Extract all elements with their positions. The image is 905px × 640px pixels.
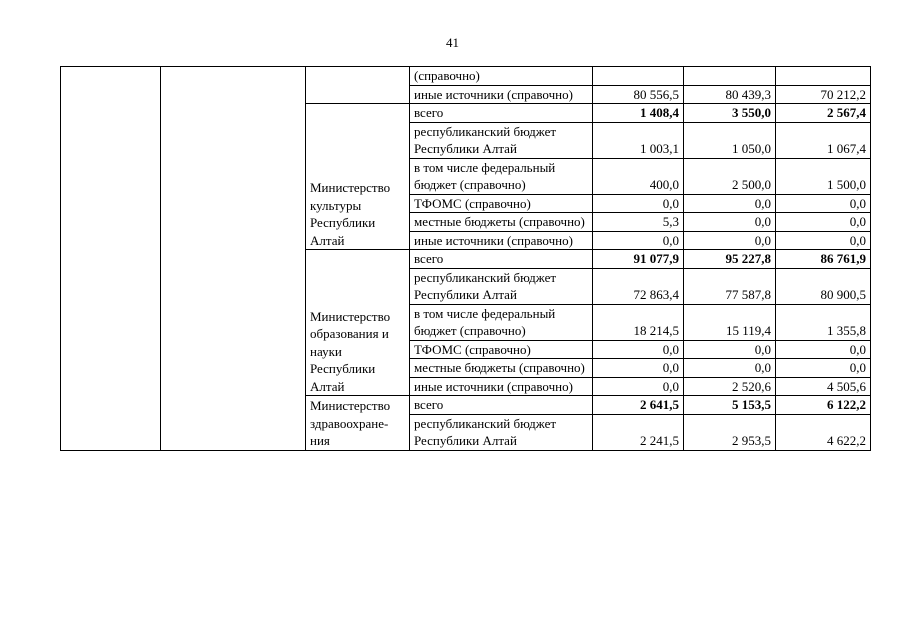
value-year-1: 80 556,5 bbox=[593, 85, 684, 104]
value-year-3 bbox=[776, 67, 871, 86]
value-year-1: 91 077,9 bbox=[593, 250, 684, 269]
value-year-3: 2 567,4 bbox=[776, 104, 871, 123]
ministry-cell: Министерство культуры Республики Алтай bbox=[306, 104, 410, 250]
funding-source: всего bbox=[410, 250, 593, 269]
page-number: 41 bbox=[446, 35, 459, 50]
funding-source: в том числе федеральный бюджет (справочно) bbox=[410, 304, 593, 340]
value-year-2: 2 520,6 bbox=[684, 377, 776, 396]
value-year-2 bbox=[684, 67, 776, 86]
funding-source: местные бюджеты (справочно) bbox=[410, 359, 593, 378]
value-year-3: 0,0 bbox=[776, 231, 871, 250]
value-year-3: 1 067,4 bbox=[776, 122, 871, 158]
value-year-1: 72 863,4 bbox=[593, 268, 684, 304]
value-year-1: 400,0 bbox=[593, 158, 684, 194]
funding-source: ТФОМС (справочно) bbox=[410, 340, 593, 359]
value-year-1: 0,0 bbox=[593, 377, 684, 396]
value-year-3: 1 500,0 bbox=[776, 158, 871, 194]
value-year-2: 0,0 bbox=[684, 213, 776, 232]
value-year-3: 86 761,9 bbox=[776, 250, 871, 269]
funding-source: всего bbox=[410, 104, 593, 123]
value-year-1: 18 214,5 bbox=[593, 304, 684, 340]
funding-source: местные бюджеты (справочно) bbox=[410, 213, 593, 232]
value-year-2: 5 153,5 bbox=[684, 396, 776, 415]
value-year-2: 80 439,3 bbox=[684, 85, 776, 104]
value-year-1: 0,0 bbox=[593, 340, 684, 359]
funding-source: в том числе федеральный бюджет (справочно) bbox=[410, 158, 593, 194]
funding-source: республиканский бюджет Республики Алтай bbox=[410, 268, 593, 304]
value-year-2: 77 587,8 bbox=[684, 268, 776, 304]
budget-table bbox=[60, 66, 871, 451]
value-year-3: 0,0 bbox=[776, 359, 871, 378]
value-year-2: 0,0 bbox=[684, 340, 776, 359]
ministry-cell: Министерство здравоохране-ния bbox=[306, 396, 410, 451]
value-year-3: 1 355,8 bbox=[776, 304, 871, 340]
value-year-1 bbox=[593, 67, 684, 86]
table-row bbox=[61, 67, 871, 86]
value-year-3: 0,0 bbox=[776, 340, 871, 359]
funding-source: всего bbox=[410, 396, 593, 415]
value-year-1: 2 641,5 bbox=[593, 396, 684, 415]
value-year-2: 0,0 bbox=[684, 194, 776, 213]
value-year-2: 1 050,0 bbox=[684, 122, 776, 158]
funding-source: ТФОМС (справочно) bbox=[410, 194, 593, 213]
table-body bbox=[61, 67, 871, 451]
value-year-1: 1 003,1 bbox=[593, 122, 684, 158]
program-code-cell bbox=[61, 67, 161, 451]
value-year-1: 2 241,5 bbox=[593, 414, 684, 450]
value-year-2: 0,0 bbox=[684, 359, 776, 378]
program-name-cell bbox=[161, 67, 306, 451]
value-year-3: 4 622,2 bbox=[776, 414, 871, 450]
funding-source: республиканский бюджет Республики Алтай bbox=[410, 414, 593, 450]
value-year-2: 95 227,8 bbox=[684, 250, 776, 269]
value-year-3: 0,0 bbox=[776, 213, 871, 232]
funding-source: республиканский бюджет Республики Алтай bbox=[410, 122, 593, 158]
value-year-1: 0,0 bbox=[593, 359, 684, 378]
value-year-2: 3 550,0 bbox=[684, 104, 776, 123]
value-year-2: 2 953,5 bbox=[684, 414, 776, 450]
ministry-cell: Министерство образования и науки Республики Алтай bbox=[306, 250, 410, 396]
value-year-2: 2 500,0 bbox=[684, 158, 776, 194]
value-year-1: 0,0 bbox=[593, 194, 684, 213]
value-year-1: 1 408,4 bbox=[593, 104, 684, 123]
funding-source: иные источники (справочно) bbox=[410, 231, 593, 250]
value-year-2: 15 119,4 bbox=[684, 304, 776, 340]
value-year-2: 0,0 bbox=[684, 231, 776, 250]
value-year-3: 4 505,6 bbox=[776, 377, 871, 396]
value-year-1: 0,0 bbox=[593, 231, 684, 250]
value-year-3: 80 900,5 bbox=[776, 268, 871, 304]
funding-source: (справочно) bbox=[410, 67, 593, 86]
funding-source: иные источники (справочно) bbox=[410, 85, 593, 104]
value-year-3: 70 212,2 bbox=[776, 85, 871, 104]
value-year-1: 5,3 bbox=[593, 213, 684, 232]
funding-source: иные источники (справочно) bbox=[410, 377, 593, 396]
value-year-3: 0,0 bbox=[776, 194, 871, 213]
value-year-3: 6 122,2 bbox=[776, 396, 871, 415]
ministry-cell bbox=[306, 67, 410, 104]
